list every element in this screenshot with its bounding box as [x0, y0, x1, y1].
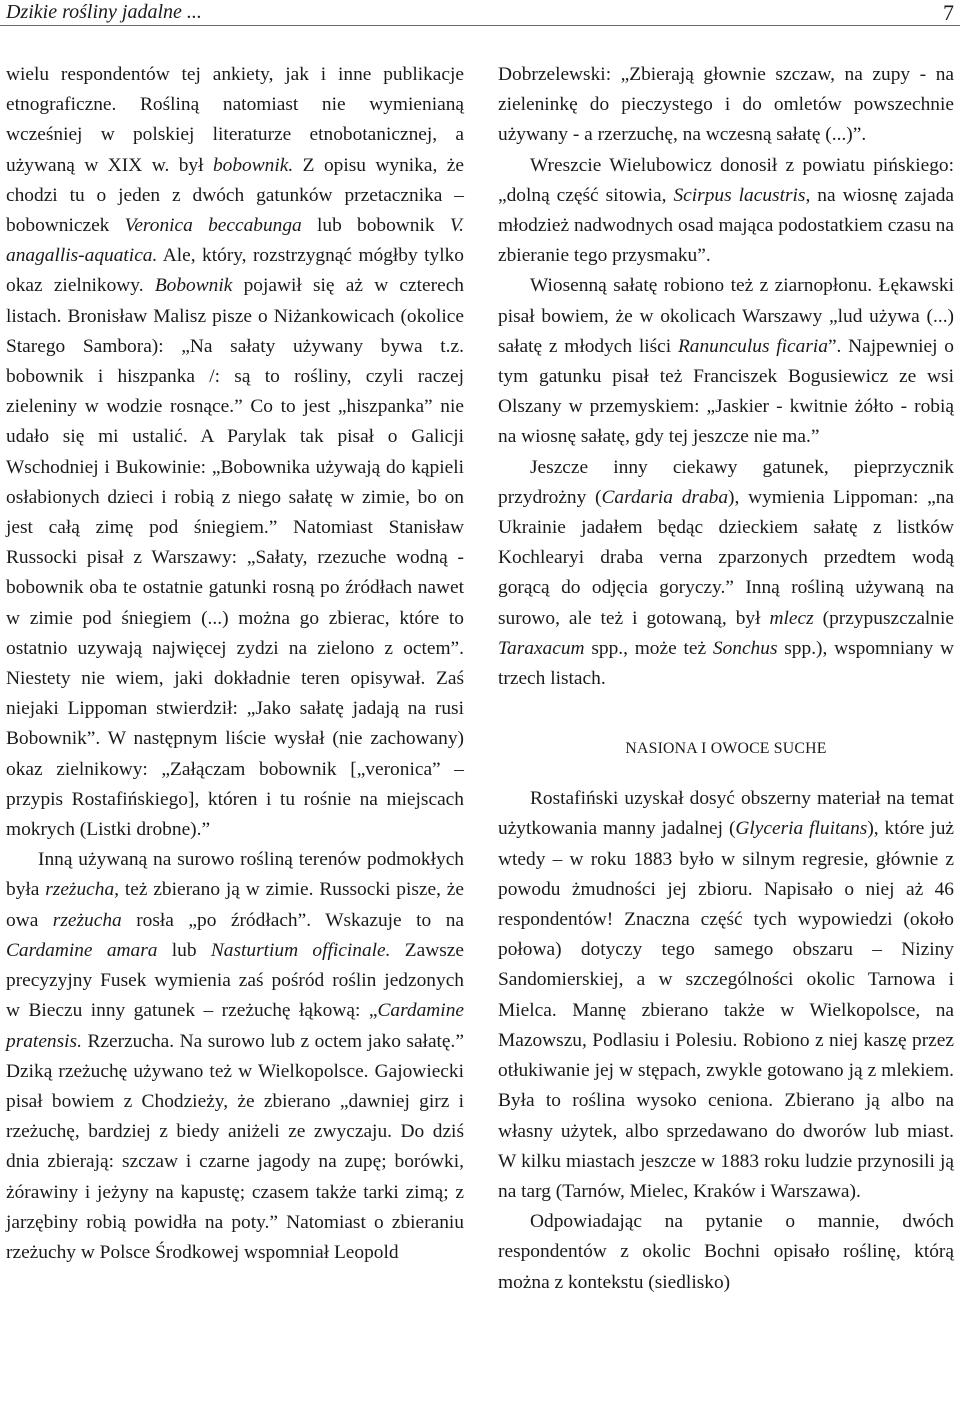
- left-paragraph-1: wielu respondentów tej ankiety, jak i inne publikacje etnograficzne. Rośliną natomiast nie wymienianą wcześniej w polskiej literaturze etnobotanicznej, a używaną w XIX w. był bobownik. Z opisu wynika, że chodzi tu o jeden z dwóch gatunków przetacznika – bobowniczek Veronica beccabunga lub bobownik V. anagallis-aquatica. Ale, który, rozstrzygnąć mógłby tylko okaz zielnikowy. Bobownik pojawił się aż w czterech listach. Bronisław Malisz pisze o Niżankowicach (okolice Starego Sambora): „Na sałaty używany bywa t.z. bobownik i hiszpanka /: są to rośliny, czyli raczej zieleniny w wodzie rosnące.” Co to jest „hiszpanka” nie udało się mi ustalić. A Parylak tak pisał o Galicji Wschodniej i Bukowinie: „Bobownika używają do kąpieli osłabionych dzieci i robią z niego sałatę w zimie, bo on jest całą zimę pod śniegiem.” Natomiast Stanisław Russocki pisał z Warszawy: „Sałaty, rzezuche wodną - bobownik oba te ostatnie gatunki rosną po źródłach nawet w zimie pod śniegiem (...) można go zbierac, które to ostatnio uzywają najwięcej zydzi na zielono z octem”. Niestety nie wiem, jaki dokładnie teren opisywał. Zaś niejaki Lippoman stwierdził: „Jako sałatę jadają na rusi Bobownik”. W następnym liście wysłał (nie zachowany) okaz zielnikowy: „Załączam bobownik [„veronica” – przypis Rostafińskiego], któren i tu rośnie na miejscach mokrych (Listki drobne).”: [6, 64, 465, 841]
- right-paragraph-3: Wiosenną sałatę robiono też z ziarnopłonu. Łękawski pisał bowiem, że w okolicach Warszawy „lud używa (...) sałatę z młodych liści Ranunculus ficaria”. Najpewniej o tym gatunku pisał też Franciszek Bogusiewicz ze wsi Olszany w przemyskiem: „Jaskier - kwitnie żółto - robią na wiosnę sałatę, gdy tej jeszcze nie ma.”: [498, 275, 954, 448]
- running-title: Dzikie rośliny jadalne ...: [6, 1, 202, 23]
- left-paragraph-2: Inną używaną na surowo rośliną terenów podmokłych była rzeżucha, też zbierano ją w zimie. Russocki pisze, że owa rzeżucha rosła „po źródłach”. Wskazuje to na Cardamine amara lub Nasturtium officinale. Zawsze precyzyjny Fusek wymienia zaś pośród roślin jedzonych w Bieczu inny gatunek – rzeżuchę łąkową: „Cardamine pratensis. Rzerzucha. Na surowo lub z octem jako sałatę.” Dziką rzeżuchę używano też w Wielkopolsce. Gajowiecki pisał bowiem z Chodzieży, że zbierano „dawniej girz i rzeżuchę, bardziej z biedy aniżeli ze zwyczaju. Do dziś dnia zbierają: szczaw i czarne jagody na zupę; borówki, żórawiny i jeżyny na kapustę; czasem także tarki zimą; z jarzębiny robią powidła na poty.” Natomiast o zbieraniu rzeżuchy w Polsce Środkowej wspomniał Leopold: [6, 849, 465, 1263]
- page-number: 7: [943, 0, 954, 25]
- page-header: [0, 0, 960, 26]
- header-rule: [0, 25, 960, 26]
- right-paragraph-5: Rostafiński uzyskał dosyć obszerny materiał na temat użytkowania manny jadalnej (Glyceria fluitans), które już wtedy – w roku 1883 było w silnym regresie, głównie z powodu żmudności jej zbioru. Napisało o niej aż 46 respondentów! Znaczna część tych wypowiedzi (około połowa) dotyczy tego samego obszaru – Niziny Sandomierskiej, a w szczególności okolic Tarnowa i Mielca. Mannę zbierano także w Wielkopolsce, na Mazowszu, Podlasiu i Polesiu. Robiono z niej kaszę przez otłukiwanie jej w stępach, zwykle gotowano ją z mlekiem. Była to roślina wysoko ceniona. Zbierano ją albo na własny użytek, albo sprzedawano do dworów lub miast. W kilku miastach jeszcze w 1883 roku ludzie przynosili ją na targ (Tarnów, Mielec, Kraków i Warszawa).: [498, 788, 954, 1202]
- right-paragraph-1: Dobrzelewski: „Zbierają głownie szczaw, na zupy - na zieleninkę do pieczystego i do omletów powszechnie używany - a rzerzuchę, na wczesną sałatę (...)”.: [498, 64, 954, 146]
- right-paragraph-6: Odpowiadając na pytanie o mannie, dwóch respondentów z okolic Bochni opisało roślinę, którą można z kontekstu (siedlisko): [498, 1211, 954, 1293]
- section-heading: NASIONA I OWOCE SUCHE: [625, 740, 827, 758]
- right-paragraph-4: Jeszcze inny ciekawy gatunek, pieprzycznik przydrożny (Cardaria draba), wymienia Lippoman: „na Ukrainie jadałem będąc dzieckiem sałatę z listków Kochlearyi draba verna zparzonych przedtem wodą gorącą do odjęcia goryczy.” Inną rośliną używaną na surowo, ale też i gotowaną, był mlecz (przypuszczalnie Taraxacum spp., może też Sonchus spp.), wspomniany w trzech listach.: [498, 456, 955, 690]
- right-column: [498, 60, 954, 1298]
- right-paragraph-2: Wreszcie Wielubowicz donosił z powiatu pińskiego: „dolną część sitowia, Scirpus lacustris, na wiosnę zajada młodzież nadwodnych osad mająca podostatkiem czasu na zbieranie tego przysmaku”.: [498, 154, 955, 267]
- left-column: [6, 60, 464, 1268]
